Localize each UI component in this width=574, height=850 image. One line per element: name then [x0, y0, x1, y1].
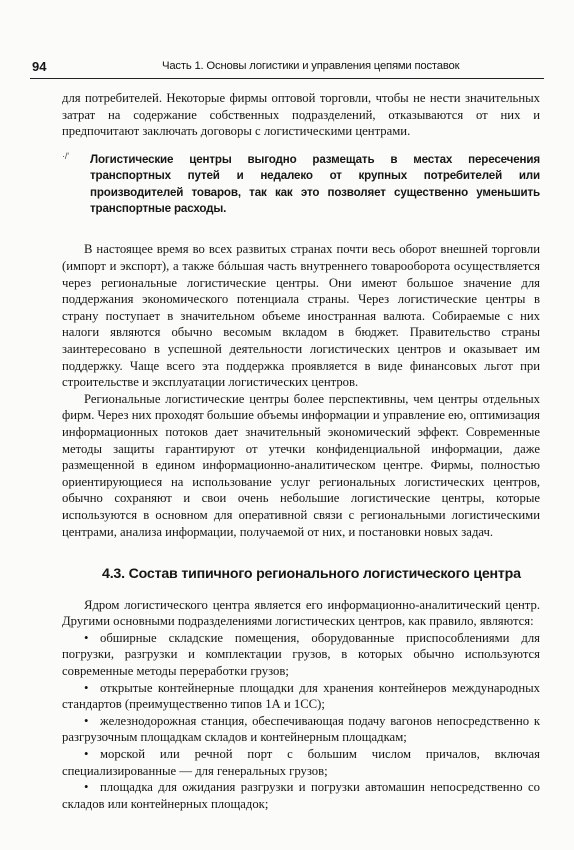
callout-text: Логистические центры выгодно размещать в местах пересечения транспортных путей и недалеко от крупных потребителей или производителей товаров, так как это позволяет существенно уменьшить транспортные расходы. [90, 152, 540, 215]
paragraph-core: Ядром логистического центра является его информационно-аналитический центр. Другими основными подразделениями логистических центров, как правило, являются: [62, 597, 540, 629]
list-item: • площадка для ожидания разгрузки и погрузки автомашин непосредственно со складов или контейнерных площадок; [62, 780, 540, 811]
list-item: • открытые контейнерные площадки для хранения контейнеров международных стандартов (преимущественно типов 1А и 1СС); [62, 680, 540, 712]
key-point-callout [62, 152, 540, 218]
section-heading: 4.3. Состав типичного регионального логистического центра [102, 566, 521, 583]
intro-paragraph: для потребителей. Некоторые фирмы оптовой торговли, чтобы не нести значительных затрат на содержание собственных подразделений, отказываются от них и предпочитают заключать договоры с логистическими центрами. [62, 91, 540, 139]
bullet-icon: • [84, 680, 89, 695]
bullet-icon: • [84, 630, 89, 645]
bullet-icon: • [84, 747, 89, 762]
list-item: • железнодорожная станция, обеспечивающая подачу вагонов непосредственно к разгрузочным площадкам складов и контейнерным площадкам; [62, 713, 540, 745]
list-item: • обширные складские помещения, оборудованные приспособлениями для погрузки, разгрузки и комплектации грузов, в которых обычно используются современные методы переработки грузов; [62, 630, 540, 679]
paragraph-trade: В настоящее время во всех развитых странах почти весь оборот внешней торговли (импорт и экспорт), а также бóльшая часть внутреннего товарооборота осуществляется через региональные логистические центры. Они имеют большое значение для поддержания экономического потенциала страны. Через логистические центры в страну поступает в значительном объеме иностранная валюта. Собираемые с них налоги являются обычно весомым вкладом в бюджет. Правительство страны заинтересовано в успешной деятельности логистических центров и оказывает им поддержку. Чаще всего эта поддержка проявляется в виде финансовых льгот при строительстве и эксплуатации логистических центров. [62, 242, 540, 390]
page-header [30, 58, 544, 79]
bullet-icon: • [84, 780, 89, 795]
paragraph-regional-centers: Региональные логистические центры более перспективны, чем центры отдельных фирм. Через них проходят большие объемы информации и управление ею, оптимизация информационных потоков дает значительный экономический эффект. Современные методы защиты гарантируют от утечки конфиденциальной информации, даже размещенной в едином информационно-аналитическом центре. Фирмы, полностью ориентирующиеся на использование услуг региональных логистических центров, обычно сохраняют и свои очень небольшие логистические центры, которые используются в основном для оперативной связи с региональными логистическими центрами, анализа информации, получаемой от них, и постановки новых задач. [62, 391, 540, 539]
callout-marker-icon: ·/‘ [62, 150, 70, 161]
page-body [62, 90, 540, 812]
page-number: 94 [32, 59, 47, 74]
running-title: Часть 1. Основы логистики и управления цепями поставок [162, 60, 460, 72]
bullet-icon: • [84, 713, 89, 728]
list-item: • морской или речной порт с большим числом причалов, включая специализированные — для генеральных грузов; [62, 747, 540, 778]
